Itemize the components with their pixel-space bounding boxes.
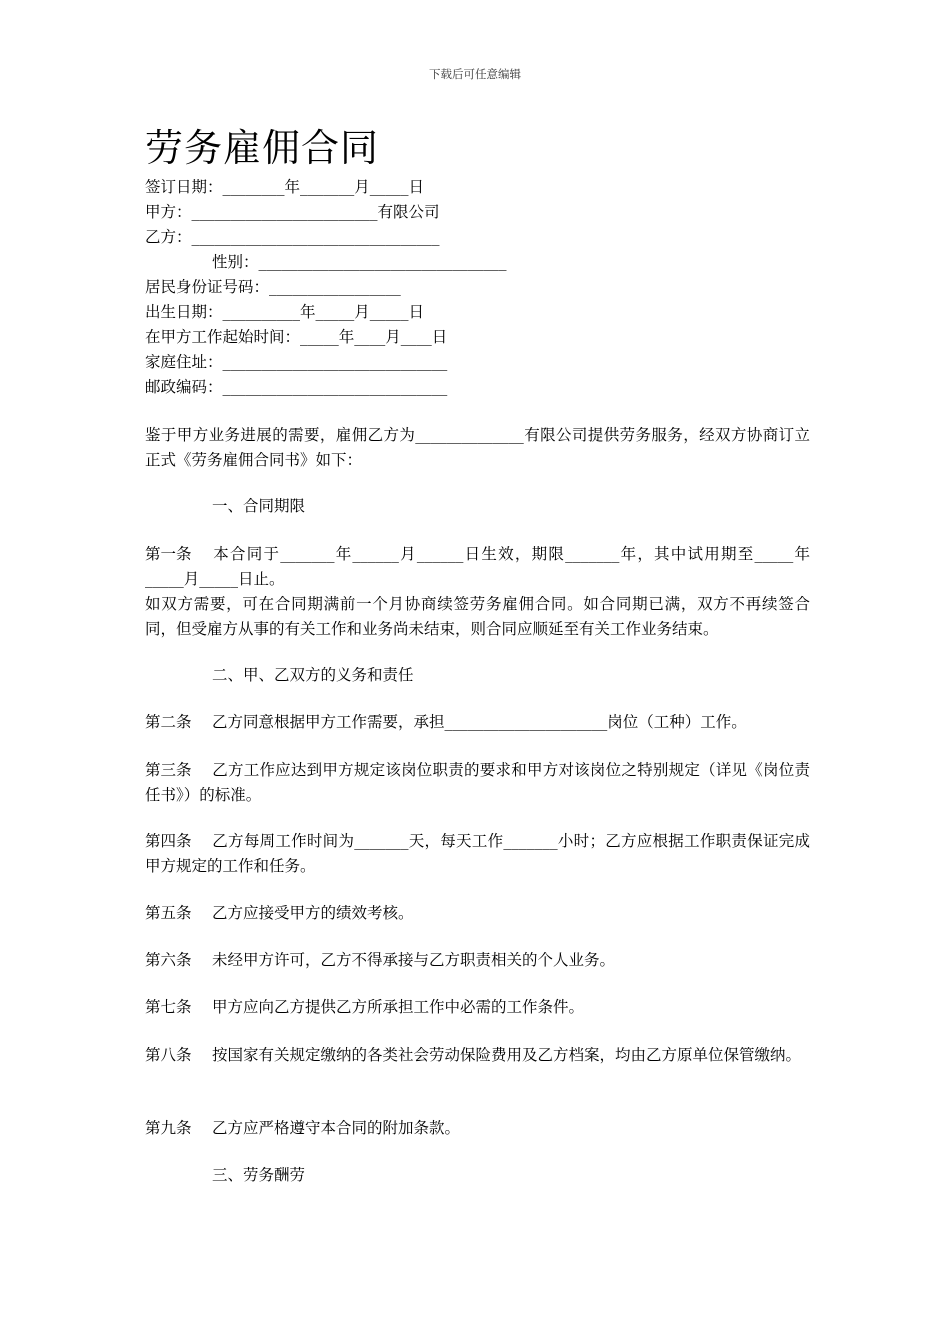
- article-2-text: 乙方同意根据甲方工作需要，承担_____________________岗位（工种）工作。: [212, 713, 747, 731]
- article-1-text: 本合同于_______年______月______日生效，期限_______年，其中试用期至_____年_____月_____日止。: [145, 545, 810, 588]
- article-5: [145, 901, 810, 926]
- article-9: [145, 1116, 810, 1141]
- section-heading-3: 三、劳务酬劳: [212, 1166, 306, 1184]
- article-8: [145, 1043, 810, 1068]
- article-8-text: 按国家有关规定缴纳的各类社会劳动保险费用及乙方档案，均由乙方原单位保管缴纳。: [212, 1046, 802, 1064]
- article-2: [145, 710, 810, 735]
- field-party-a: 甲方：________________________有限公司: [145, 203, 440, 221]
- article-5-text: 乙方应接受甲方的绩效考核。: [212, 904, 414, 922]
- article-7: [145, 995, 810, 1020]
- field-party-b: 乙方：________________________________: [145, 228, 440, 246]
- section-heading-2: 二、甲、乙双方的义务和责任: [212, 666, 414, 684]
- article-9-label: 第九条: [145, 1119, 192, 1137]
- article-5-label: 第五条: [145, 904, 192, 922]
- section-heading-1: 一、合同期限: [212, 497, 306, 515]
- intro-paragraph: 鉴于甲方业务进展的需要，雇佣乙方为______________有限公司提供劳务服务，经双方协商订立正式《劳务雇佣合同书》如下：: [145, 426, 810, 469]
- page-title: 劳务雇佣合同: [145, 126, 380, 170]
- article-3: [145, 758, 810, 808]
- article-7-label: 第七条: [145, 998, 192, 1016]
- field-sign-date: 签订日期：________年_______月_____日: [145, 178, 425, 196]
- article-1: [145, 542, 810, 592]
- article-4-text: 乙方每周工作时间为_______天，每天工作_______小时；乙方应根据工作职责保证完成甲方规定的工作和任务。: [145, 832, 810, 875]
- field-postcode: 邮政编码：_____________________________: [145, 378, 448, 396]
- article-2-label: 第二条: [145, 713, 192, 731]
- article-4-label: 第四条: [145, 832, 192, 850]
- article-3-text: 乙方工作应达到甲方规定该岗位职责的要求和甲方对该岗位之特别规定（详见《岗位责任书》）的标准。: [145, 761, 810, 804]
- article-1-extra: 如双方需要，可在合同期满前一个月协商续签劳务雇佣合同。如合同期已满，双方不再续签合同，但受雇方从事的有关工作和业务尚未结束，则合同应顺延至有关工作业务结束。: [145, 595, 810, 638]
- article-9-text: 乙方应严格遵守本合同的附加条款。: [212, 1119, 461, 1137]
- field-birth-date: 出生日期：__________年_____月_____日: [145, 303, 425, 321]
- article-3-label: 第三条: [145, 761, 192, 779]
- article-1-label: 第一条: [145, 545, 192, 563]
- article-6: [145, 948, 810, 973]
- field-address: 家庭住址：_____________________________: [145, 353, 448, 371]
- article-6-text: 未经甲方许可，乙方不得承接与乙方职责相关的个人业务。: [212, 951, 616, 969]
- article-4: [145, 829, 810, 879]
- header-note: 下载后可任意编辑: [429, 67, 521, 81]
- article-6-label: 第六条: [145, 951, 192, 969]
- field-start-date: 在甲方工作起始时间：_____年____月____日: [145, 328, 448, 346]
- field-id-number: 居民身份证号码：_________________: [145, 278, 401, 296]
- field-gender: 性别：________________________________: [212, 253, 507, 271]
- article-7-text: 甲方应向乙方提供乙方所承担工作中必需的工作条件。: [212, 998, 585, 1016]
- article-8-label: 第八条: [145, 1046, 192, 1064]
